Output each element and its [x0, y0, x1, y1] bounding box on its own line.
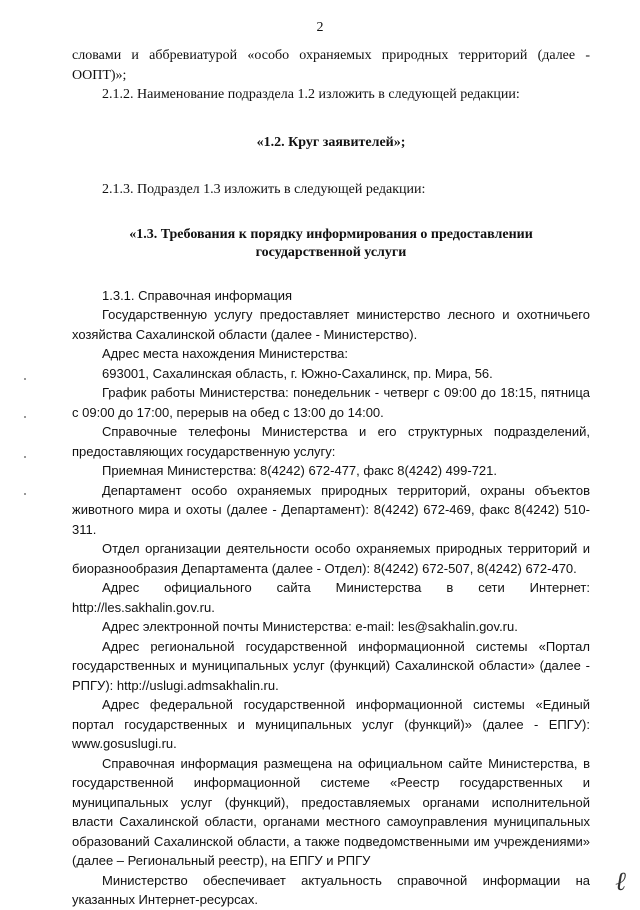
scan-speck: [24, 416, 26, 418]
handwritten-mark-icon: ℓ: [615, 867, 626, 897]
paragraph-website: Адрес официального сайта Министерства в сети Интернет: http://les.sakhalin.gov.ru.: [72, 580, 590, 615]
paragraph-phones-label: Справочные телефоны Министерства и его структурных подразделений, предоставляющих государственную услугу:: [72, 424, 590, 459]
paragraph-email: Адрес электронной почты Министерства: e-mail: les@sakhalin.gov.ru.: [102, 619, 518, 634]
heading-1-3: «1.3. Требования к порядку информирования о предоставлении государственной услуги: [129, 226, 533, 260]
paragraph-rpgu: Адрес региональной государственной информационной системы «Портал государственных и муниципальных услуг (функций) Сахалинской области» (далее - РПГУ): http://uslugi.admsakhalin.ru.: [72, 638, 590, 693]
scan-speck: [24, 378, 26, 380]
paragraph-2-1-2: 2.1.2. Наименование подраздела 1.2 изложить в следующей редакции:: [102, 87, 520, 102]
page-number: 2: [316, 20, 324, 35]
paragraph-actuality: Министерство обеспечивает актуальность справочной информации на указанных Интернет-ресурсах.: [72, 872, 590, 907]
paragraph-reception-phone: Приемная Министерства: 8(4242) 672-477, факс 8(4242) 499-721.: [102, 463, 497, 478]
paragraph-registry: Справочная информация размещена на официальном сайте Министерства, в государственной информационной системе «Реестр государственных и муниципальных услуг (функций), предоставляемых органами исполнительной власти Сахалинской области, органами местного самоуправления муниципальных образований Сахалинской области, а также подведомственными им учреждениями» (далее – Региональный реестр), на ЕПГУ и РПГУ: [72, 755, 590, 868]
paragraph-schedule: График работы Министерства: понедельник - четверг с 09:00 до 18:15, пятница с 09:00 до 17:00, перерыв на обед с 13:00 до 14:00.: [72, 385, 590, 420]
paragraph-address-label: Адрес места нахождения Министерства:: [102, 346, 348, 361]
document-body: [72, 46, 590, 910]
paragraph-epgu: Адрес федеральной государственной информационной системы «Единый портал государственных и муниципальных услуг (функций)» (далее - ЕПГУ): www.gosuslugi.ru.: [72, 697, 590, 751]
scan-speck: [24, 493, 26, 495]
paragraph-2-1-3: 2.1.3. Подраздел 1.3 изложить в следующей редакции:: [102, 182, 426, 197]
paragraph-department-phone: Департамент особо охраняемых природных территорий, охраны объектов животного мира и охоты (далее - Департамент): 8(4242) 672-469, факс 8(4242) 510-311.: [72, 482, 590, 537]
paragraph-1-3-1: 1.3.1. Справочная информация: [102, 287, 293, 303]
heading-1-2: «1.2. Круг заявителей»;: [256, 134, 406, 150]
paragraph-provider: Государственную услугу предоставляет министерство лесного и охотничьего хозяйства Сахалинской области (далее - Министерство).: [72, 307, 590, 342]
paragraph-division-phone: Отдел организации деятельности особо охраняемых природных территорий и биоразнообразия Департамента (далее - Отдел): 8(4242) 672-507, 8(4242) 672-470.: [72, 541, 590, 576]
paragraph-address: 693001, Сахалинская область, г. Южно-Сахалинск, пр. Мира, 56.: [102, 365, 493, 381]
scan-speck: [24, 456, 26, 458]
paragraph-continuation: словами и аббревиатурой «особо охраняемых природных территорий (далее - ООПТ)»;: [72, 48, 590, 83]
